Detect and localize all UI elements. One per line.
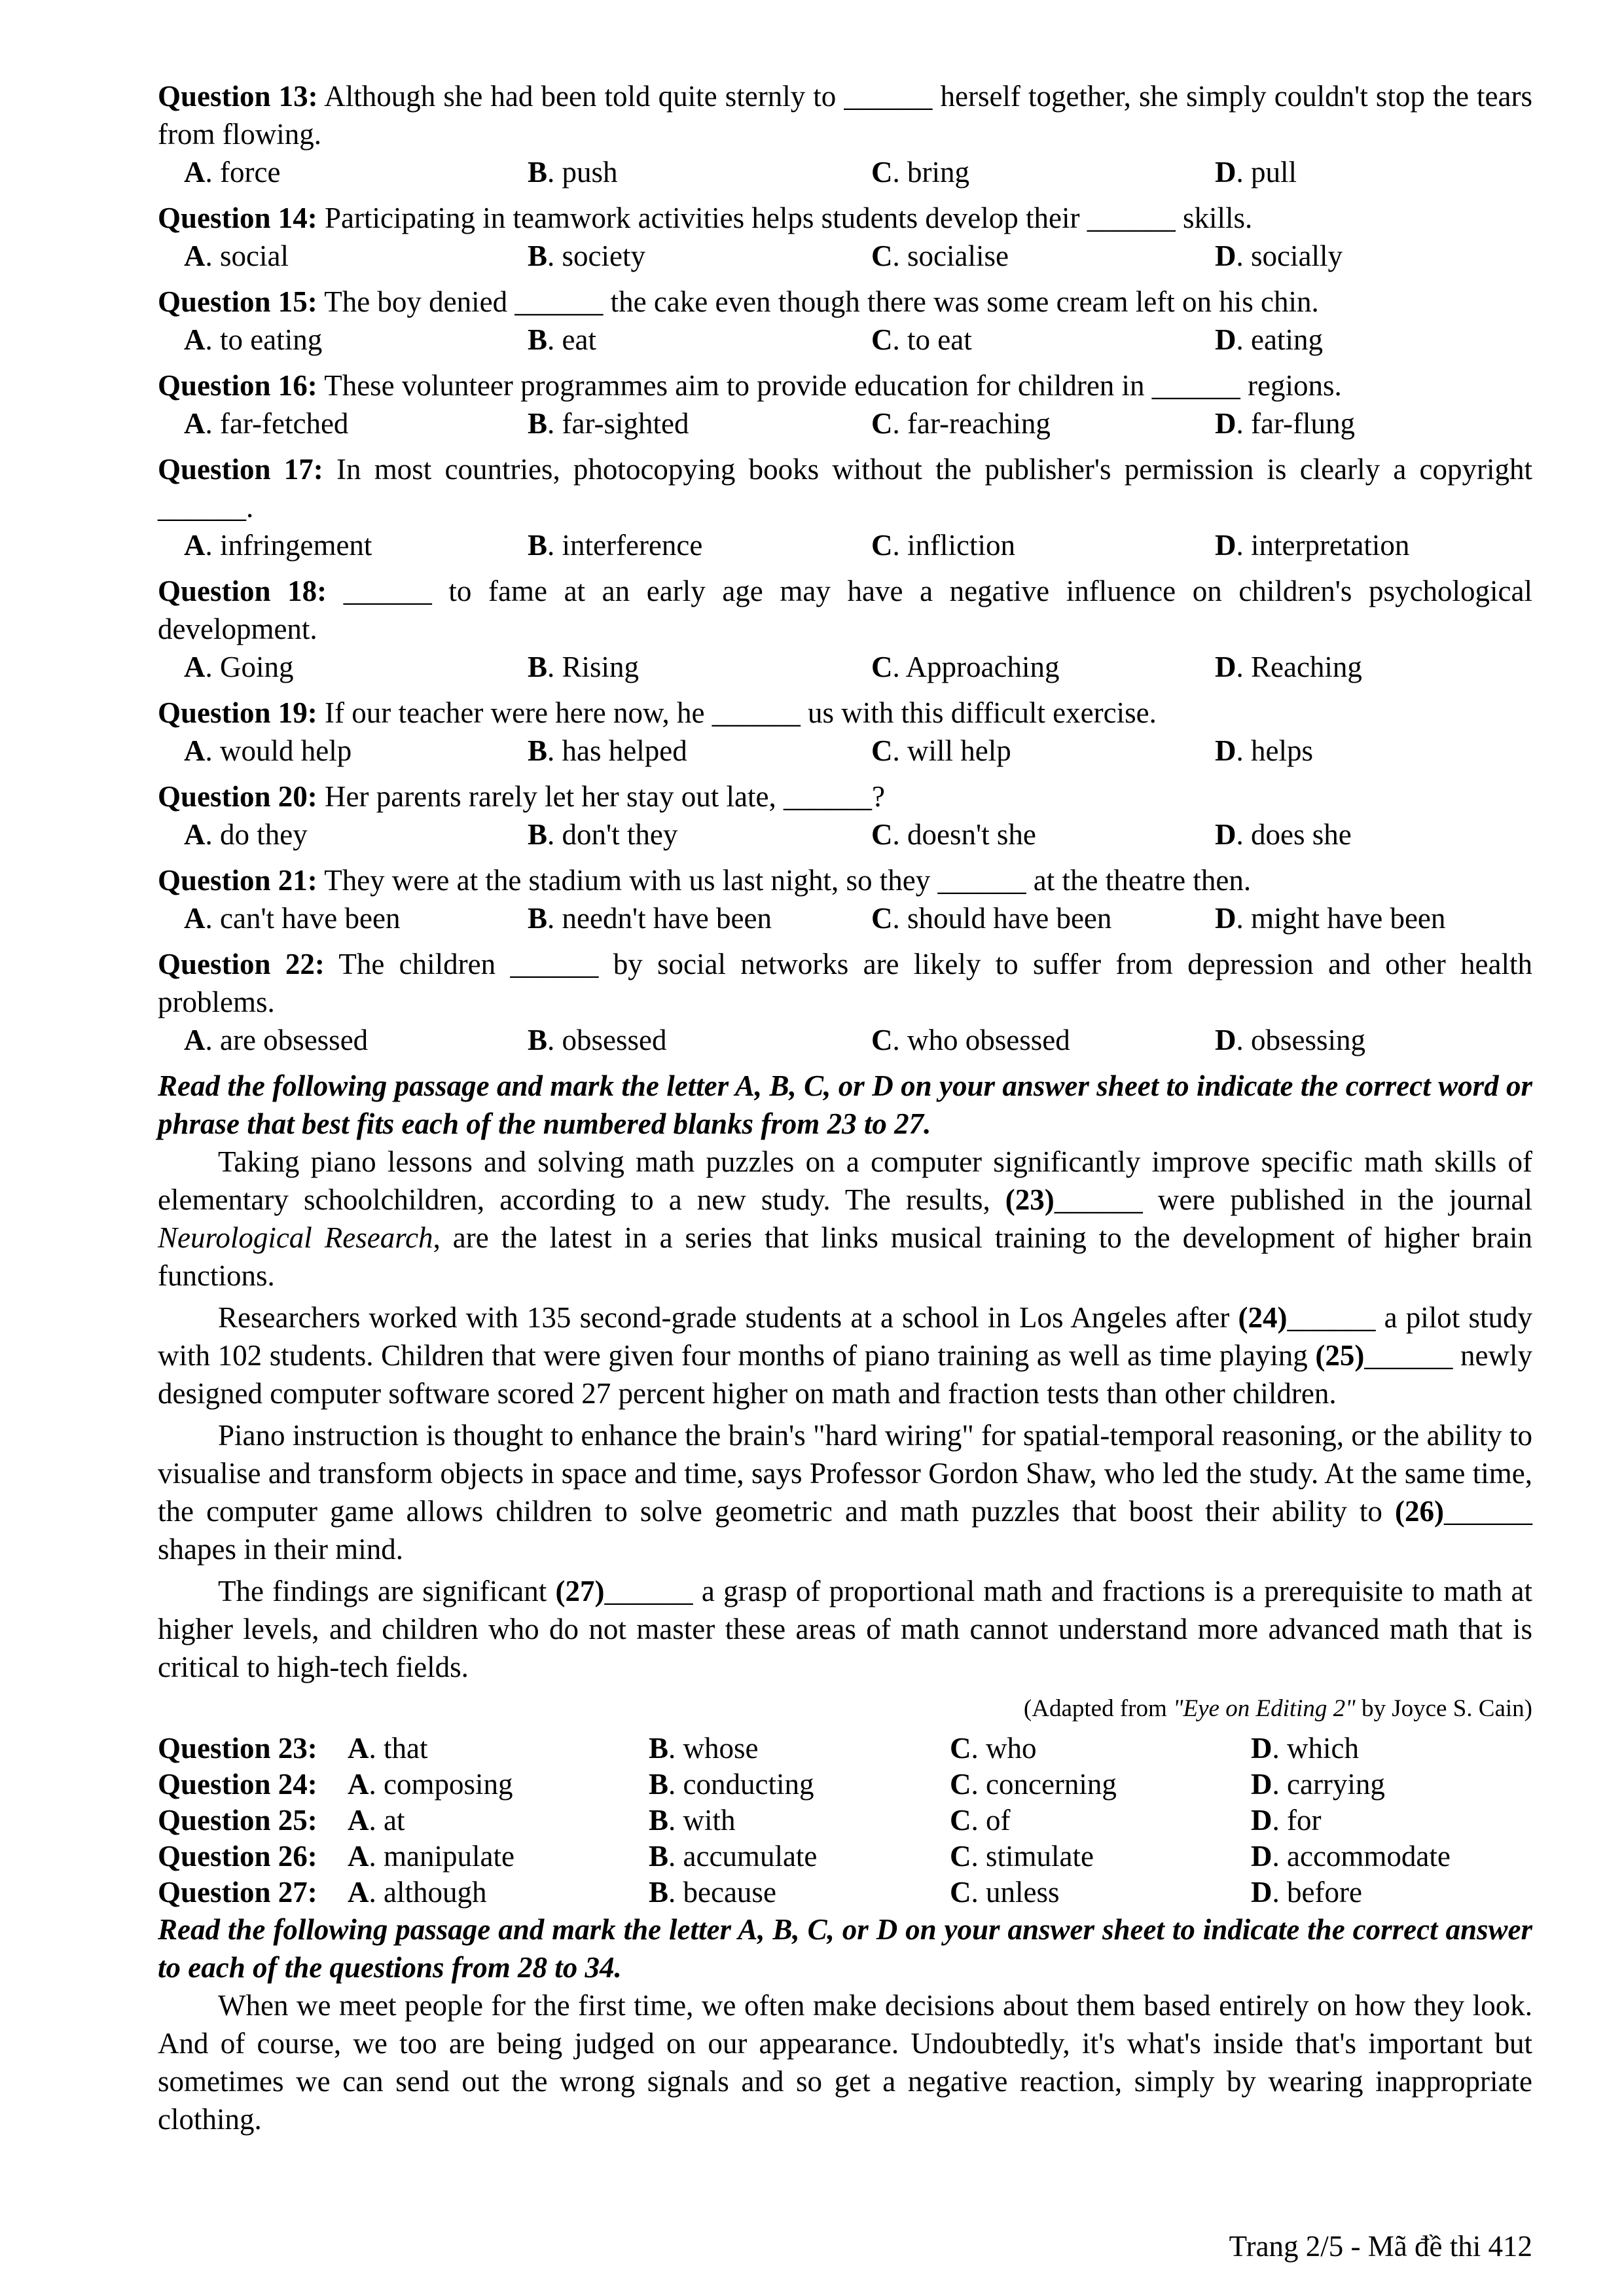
option-letter: D xyxy=(1251,1804,1272,1837)
option-letter: D xyxy=(1215,734,1236,767)
option-a: A. force xyxy=(184,156,281,188)
answer-row xyxy=(158,1731,1532,1767)
option-text: might have been xyxy=(1251,902,1446,935)
option-c: C. of xyxy=(950,1804,1011,1837)
passage-paragraph-1 xyxy=(158,1143,1532,1295)
option-a: A. do they xyxy=(184,818,308,851)
question-stem xyxy=(158,778,1532,816)
option-letter: D xyxy=(1215,651,1236,683)
option-text: bring xyxy=(907,156,969,188)
option-d: D. far-flung xyxy=(1215,407,1356,440)
option-letter: A xyxy=(184,240,206,272)
option-d: D. accommodate xyxy=(1251,1840,1451,1873)
option-row xyxy=(158,899,1532,937)
passage-text: ______ newly designed computer software scored 27 percent higher on math and fraction tests than other children. xyxy=(158,1339,1532,1410)
blank-23: (23) xyxy=(1005,1183,1055,1216)
option-a: A. at xyxy=(348,1804,405,1837)
option-text: would help xyxy=(220,734,352,767)
option-a: A. to eating xyxy=(184,323,323,356)
option-letter: C xyxy=(871,734,893,767)
option-d: D. Reaching xyxy=(1215,651,1362,683)
question-text: They were at the stadium with us last night, so they ______ at the theatre then. xyxy=(324,864,1252,897)
option-a: A. are obsessed xyxy=(184,1024,369,1056)
question-text: These volunteer programmes aim to provide education for children in ______ regions. xyxy=(324,369,1342,402)
option-text: although xyxy=(384,1876,487,1909)
question-number: Question 25: xyxy=(158,1804,317,1837)
option-d: D. helps xyxy=(1215,734,1313,767)
question-list xyxy=(158,77,1532,1059)
option-letter: D xyxy=(1251,1732,1272,1765)
option-b: B. far-sighted xyxy=(528,407,689,440)
option-letter: C xyxy=(871,156,893,188)
option-text: composing xyxy=(384,1768,513,1801)
option-b: B. whose xyxy=(649,1732,759,1765)
option-letter: A xyxy=(184,529,206,562)
option-text: manipulate xyxy=(384,1840,514,1873)
passage-text: , are the latest in a series that links musical training to the development of higher brain functions. xyxy=(158,1221,1533,1292)
option-text: which xyxy=(1287,1732,1359,1765)
option-a: A. Going xyxy=(184,651,294,683)
option-letter: B xyxy=(649,1804,669,1837)
option-text: should have been xyxy=(907,902,1112,935)
option-letter: D xyxy=(1215,323,1236,356)
option-letter: C xyxy=(871,818,893,851)
question-block xyxy=(158,450,1532,564)
option-d: D. carrying xyxy=(1251,1768,1385,1801)
option-letter: B xyxy=(528,1024,548,1056)
option-letter: D xyxy=(1251,1876,1272,1909)
option-d: D. socially xyxy=(1215,240,1343,272)
option-a: A. although xyxy=(348,1876,487,1909)
option-row xyxy=(158,816,1532,853)
question-number: Question 13: xyxy=(158,80,318,113)
option-letter: C xyxy=(950,1804,971,1837)
source-citation xyxy=(158,1690,1532,1728)
option-text: stimulate xyxy=(986,1840,1094,1873)
question-text: The boy denied ______ the cake even though there was some cream left on his chin. xyxy=(324,285,1319,318)
option-text: eat xyxy=(562,323,596,356)
option-b: B. conducting xyxy=(649,1768,814,1801)
option-d: D. might have been xyxy=(1215,902,1446,935)
question-text: Participating in teamwork activities helps students develop their ______ skills. xyxy=(325,202,1253,234)
source-suffix: by Joyce S. Cain) xyxy=(1355,1695,1532,1722)
instruction-cloze: Read the following passage and mark the letter A, B, C, or D on your answer sheet to indicate the correct word or phrase that best fits each of the numbered blanks from 23 to 27. xyxy=(158,1069,1532,1140)
option-a: A. would help xyxy=(184,734,352,767)
question-block xyxy=(158,572,1532,686)
option-text: Rising xyxy=(562,651,640,683)
option-text: helps xyxy=(1251,734,1313,767)
option-c: C. who obsessed xyxy=(871,1024,1070,1056)
option-c: C. infliction xyxy=(871,529,1015,562)
option-text: conducting xyxy=(683,1768,814,1801)
journal-title: Neurological Research xyxy=(158,1221,433,1254)
option-text: with xyxy=(683,1804,736,1837)
option-text: far-fetched xyxy=(220,407,349,440)
source-prefix: (Adapted from xyxy=(1023,1695,1173,1722)
question-block xyxy=(158,367,1532,442)
option-b: B. because xyxy=(649,1876,776,1909)
option-row xyxy=(158,732,1532,770)
option-letter: B xyxy=(528,323,548,356)
question-stem xyxy=(158,77,1532,153)
option-c: C. will help xyxy=(871,734,1011,767)
question-number: Question 22: xyxy=(158,948,325,980)
question-block xyxy=(158,199,1532,275)
option-text: whose xyxy=(683,1732,759,1765)
option-letter: C xyxy=(950,1732,971,1765)
option-letter: D xyxy=(1215,529,1236,562)
question-text: If our teacher were here now, he ______ us with this difficult exercise. xyxy=(325,696,1157,729)
question-number: Question 20: xyxy=(158,780,317,813)
option-letter: A xyxy=(184,156,206,188)
question-block xyxy=(158,77,1532,191)
question-number: Question 17: xyxy=(158,453,323,486)
option-c: C. to eat xyxy=(871,323,972,356)
option-a: A. far-fetched xyxy=(184,407,349,440)
option-text: push xyxy=(562,156,618,188)
option-letter: D xyxy=(1215,156,1236,188)
source-title: "Eye on Editing 2" xyxy=(1173,1695,1356,1722)
blank-27: (27) xyxy=(555,1575,605,1607)
option-text: carrying xyxy=(1287,1768,1385,1801)
option-text: does she xyxy=(1251,818,1352,851)
option-row xyxy=(158,321,1532,359)
option-b: B. society xyxy=(528,240,645,272)
option-letter: B xyxy=(649,1732,669,1765)
option-letter: B xyxy=(528,651,548,683)
option-c: C. far-reaching xyxy=(871,407,1051,440)
option-a: A. can't have been xyxy=(184,902,401,935)
option-letter: A xyxy=(348,1876,369,1909)
option-letter: C xyxy=(871,651,893,683)
passage-paragraph-4 xyxy=(158,1572,1532,1686)
option-text: to eating xyxy=(220,323,323,356)
option-letter: A xyxy=(348,1732,369,1765)
option-text: because xyxy=(683,1876,776,1909)
option-letter: B xyxy=(528,240,548,272)
option-a: A. infringement xyxy=(184,529,372,562)
option-row xyxy=(158,404,1532,442)
option-text: Going xyxy=(220,651,294,683)
option-text: don't they xyxy=(562,818,678,851)
option-text: Reaching xyxy=(1251,651,1362,683)
option-letter: B xyxy=(649,1840,669,1873)
option-letter: D xyxy=(1215,240,1236,272)
option-text: to eat xyxy=(907,323,972,356)
option-letter: D xyxy=(1215,902,1236,935)
option-row xyxy=(158,526,1532,564)
option-d: D. interpretation xyxy=(1215,529,1410,562)
cloze-passage xyxy=(158,1143,1532,1686)
answer-row xyxy=(158,1803,1532,1839)
option-text: accommodate xyxy=(1287,1840,1451,1873)
passage-text: ______ a grasp of proportional math and fractions is a prerequisite to math at higher levels, and children who do not master these areas of math cannot understand more advanced math that is critical to high-tech fields. xyxy=(158,1575,1532,1683)
question-block xyxy=(158,283,1532,359)
option-letter: A xyxy=(184,651,206,683)
option-text: obsessing xyxy=(1251,1024,1366,1056)
question-number: Question 27: xyxy=(158,1876,317,1909)
option-d: D. pull xyxy=(1215,156,1297,188)
option-text: do they xyxy=(220,818,308,851)
question-text: ______ to fame at an early age may have a negative influence on children's psychological development. xyxy=(158,575,1532,645)
option-row xyxy=(158,1021,1532,1059)
option-text: will help xyxy=(907,734,1011,767)
option-text: infringement xyxy=(220,529,372,562)
option-d: D. which xyxy=(1251,1732,1359,1765)
option-letter: A xyxy=(348,1840,369,1873)
answer-row xyxy=(158,1874,1532,1910)
question-text: The children ______ by social networks are likely to suffer from depression and other health problems. xyxy=(158,948,1533,1018)
question-stem xyxy=(158,572,1532,648)
option-letter: A xyxy=(184,734,206,767)
option-c: C. should have been xyxy=(871,902,1112,935)
option-letter: B xyxy=(649,1876,669,1909)
option-text: needn't have been xyxy=(562,902,772,935)
option-d: D. before xyxy=(1251,1876,1362,1909)
question-stem xyxy=(158,283,1532,321)
option-letter: A xyxy=(184,1024,206,1056)
option-text: Approaching xyxy=(905,651,1060,683)
option-c: C. unless xyxy=(950,1876,1060,1909)
option-row xyxy=(158,237,1532,275)
option-d: D. for xyxy=(1251,1804,1322,1837)
answer-options-table xyxy=(158,1731,1532,1910)
option-letter: A xyxy=(348,1768,369,1801)
option-row xyxy=(158,153,1532,191)
option-letter: B xyxy=(528,818,548,851)
option-text: force xyxy=(220,156,281,188)
question-number: Question 14: xyxy=(158,202,317,234)
option-text: that xyxy=(384,1732,428,1765)
question-stem xyxy=(158,450,1532,526)
question-text: In most countries, photocopying books without the publisher's permission is clearly a copyright ______. xyxy=(158,453,1533,524)
option-b: B. Rising xyxy=(528,651,640,683)
option-c: C. who xyxy=(950,1732,1037,1765)
option-letter: C xyxy=(871,529,893,562)
option-text: interpretation xyxy=(1251,529,1410,562)
question-stem xyxy=(158,861,1532,899)
option-row xyxy=(158,648,1532,686)
option-text: far-sighted xyxy=(562,407,689,440)
passage-text: Taking piano lessons and solving math puzzles on a computer significantly improve specific math skills of elementary schoolchildren, according to a new study. The results, xyxy=(158,1145,1532,1216)
question-stem xyxy=(158,694,1532,732)
question-text: Her parents rarely let her stay out late, ______? xyxy=(325,780,885,813)
option-text: interference xyxy=(562,529,703,562)
question-block xyxy=(158,861,1532,937)
option-letter: C xyxy=(871,323,893,356)
option-b: B. push xyxy=(528,156,618,188)
option-letter: C xyxy=(871,407,893,440)
option-text: can't have been xyxy=(220,902,401,935)
blank-25: (25) xyxy=(1315,1339,1365,1372)
option-text: are obsessed xyxy=(220,1024,369,1056)
option-c: C. Approaching xyxy=(871,651,1060,683)
option-text: pull xyxy=(1251,156,1297,188)
passage-text: ______ a pilot study with 102 students. Children that were given four months of piano training as well as time playing xyxy=(158,1301,1533,1372)
option-c: C. socialise xyxy=(871,240,1009,272)
option-text: obsessed xyxy=(562,1024,667,1056)
question-text: Although she had been told quite sternly to ______ herself together, she simply couldn't stop the tears from flowing. xyxy=(158,80,1533,151)
option-letter: A xyxy=(184,323,206,356)
option-b: B. accumulate xyxy=(649,1840,818,1873)
option-b: B. eat xyxy=(528,323,596,356)
option-letter: B xyxy=(528,529,548,562)
option-letter: D xyxy=(1215,818,1236,851)
question-number: Question 26: xyxy=(158,1840,317,1873)
option-c: C. doesn't she xyxy=(871,818,1036,851)
option-a: A. composing xyxy=(348,1768,513,1801)
question-number: Question 23: xyxy=(158,1732,317,1765)
option-letter: C xyxy=(871,902,893,935)
option-text: at xyxy=(384,1804,405,1837)
option-text: concerning xyxy=(986,1768,1117,1801)
option-text: accumulate xyxy=(683,1840,818,1873)
option-a: A. social xyxy=(184,240,289,272)
option-d: D. obsessing xyxy=(1215,1024,1366,1056)
option-letter: B xyxy=(528,734,548,767)
option-text: infliction xyxy=(907,529,1015,562)
question-stem xyxy=(158,199,1532,237)
option-letter: C xyxy=(950,1840,971,1873)
passage-paragraph-2 xyxy=(158,1299,1532,1412)
option-a: A. manipulate xyxy=(348,1840,514,1873)
passage-text: Researchers worked with 135 second-grade students at a school in Los Angeles after xyxy=(218,1301,1238,1334)
option-text: far-reaching xyxy=(907,407,1051,440)
option-b: B. with xyxy=(649,1804,736,1837)
question-block xyxy=(158,945,1532,1059)
option-letter: A xyxy=(184,818,206,851)
option-c: C. concerning xyxy=(950,1768,1117,1801)
passage-paragraph-3 xyxy=(158,1416,1532,1568)
option-a: A. that xyxy=(348,1732,428,1765)
answer-row xyxy=(158,1767,1532,1803)
option-text: social xyxy=(220,240,289,272)
option-letter: C xyxy=(950,1768,971,1801)
question-stem xyxy=(158,945,1532,1021)
option-letter: D xyxy=(1251,1840,1272,1873)
option-b: B. needn't have been xyxy=(528,902,772,935)
option-d: D. eating xyxy=(1215,323,1323,356)
option-letter: A xyxy=(184,902,206,935)
option-letter: A xyxy=(348,1804,369,1837)
question-number: Question 18: xyxy=(158,575,327,607)
option-b: B. has helped xyxy=(528,734,687,767)
option-letter: B xyxy=(528,902,548,935)
option-letter: C xyxy=(950,1876,971,1909)
question-number: Question 21: xyxy=(158,864,317,897)
option-letter: B xyxy=(528,407,548,440)
question-number: Question 24: xyxy=(158,1768,317,1801)
passage-text: The findings are significant xyxy=(218,1575,556,1607)
option-text: of xyxy=(986,1804,1011,1837)
option-text: who xyxy=(986,1732,1037,1765)
option-letter: D xyxy=(1215,407,1236,440)
option-letter: A xyxy=(184,407,206,440)
option-text: eating xyxy=(1251,323,1323,356)
option-text: far-flung xyxy=(1251,407,1356,440)
option-text: who obsessed xyxy=(907,1024,1070,1056)
option-c: C. bring xyxy=(871,156,969,188)
option-text: has helped xyxy=(562,734,687,767)
passage-text: ______ were published in the journal xyxy=(1054,1183,1532,1216)
blank-26: (26) xyxy=(1395,1495,1444,1528)
question-number: Question 16: xyxy=(158,369,317,402)
option-letter: B xyxy=(528,156,548,188)
option-text: unless xyxy=(986,1876,1060,1909)
option-text: for xyxy=(1287,1804,1322,1837)
page-footer: Trang 2/5 - Mã đề thi 412 xyxy=(1229,2230,1532,2263)
option-d: D. does she xyxy=(1215,818,1352,851)
option-text: society xyxy=(562,240,645,272)
option-text: before xyxy=(1287,1876,1362,1909)
question-block xyxy=(158,778,1532,853)
option-b: B. obsessed xyxy=(528,1024,667,1056)
option-letter: C xyxy=(871,240,893,272)
question-number: Question 19: xyxy=(158,696,317,729)
question-stem xyxy=(158,367,1532,404)
option-letter: B xyxy=(649,1768,669,1801)
option-b: B. don't they xyxy=(528,818,678,851)
question-number: Question 15: xyxy=(158,285,317,318)
question-block xyxy=(158,694,1532,770)
option-text: socially xyxy=(1251,240,1343,272)
option-b: B. interference xyxy=(528,529,703,562)
option-letter: C xyxy=(871,1024,893,1056)
option-letter: D xyxy=(1215,1024,1236,1056)
passage-text: Piano instruction is thought to enhance the brain's "hard wiring" for spatial-temporal reasoning, or the ability to visualise and transform objects in space and time, says Professor Gordon Shaw, who led the study. At the same time, the computer game allows children to solve geometric and math puzzles that boost their ability to xyxy=(158,1419,1532,1528)
reading-passage-paragraph-1: When we meet people for the first time, we often make decisions about them based entirely on how they look. And of course, we too are being judged on our appearance. Undoubtedly, it's what's inside that's important but sometimes we can send out the wrong signals and so get a negative reaction, simply by wearing inappropriate clothing. xyxy=(158,1989,1532,2136)
answer-row xyxy=(158,1839,1532,1874)
option-text: doesn't she xyxy=(907,818,1036,851)
option-c: C. stimulate xyxy=(950,1840,1094,1873)
option-text: socialise xyxy=(907,240,1009,272)
exam-page xyxy=(158,77,1532,2142)
option-letter: D xyxy=(1251,1768,1272,1801)
blank-24: (24) xyxy=(1238,1301,1288,1334)
instruction-reading: Read the following passage and mark the letter A, B, C, or D on your answer sheet to indicate the correct answer to each of the questions from 28 to 34. xyxy=(158,1913,1532,1984)
passage-text: ______ shapes in their mind. xyxy=(158,1495,1532,1566)
